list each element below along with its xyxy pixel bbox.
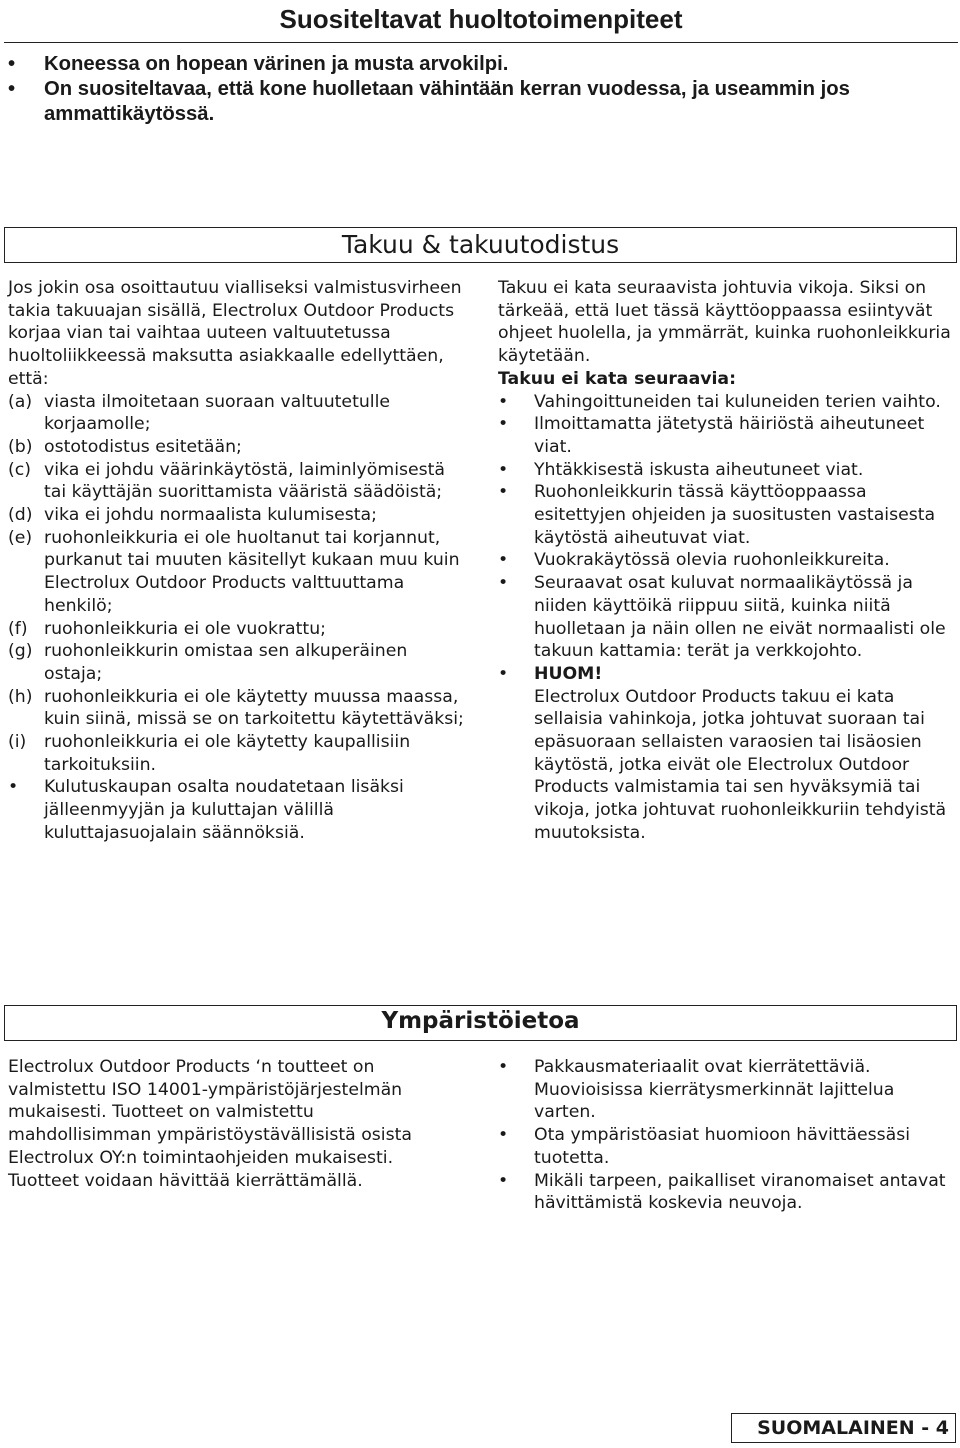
bullet-icon: • — [498, 414, 509, 435]
list-item: • Ilmoittamatta jätetystä häiriöstä aiheutuneet viat. — [498, 414, 925, 457]
warranty-intro: Jos jokin osa osoittautuu vialliseksi valmistusvirheen takia takuuajan sisällä, Electrolux Outdoor Products korjaa vian tai vaihtaa uuteen valtuutetussa huoltoliikkeessä maksutta asiakkaalle edellyttäen, että: — [8, 278, 462, 389]
list-item: (h) ruohonleikkuria ei ole käytetty muussa maassa, kuin siinä, missä se on tarkoitettu käytettäväksi; — [8, 686, 464, 730]
list-item: • Yhtäkkisestä iskusta aiheutuneet viat. — [498, 459, 864, 480]
list-item: • Seuraavat osat kuluvat normaalikäytössä ja niiden käyttöikä riippuu siitä, kuinka niitä huolletaan ja näin ollen ne eivät normaalisti ole takuun kattamia: terät ja verkkojohto. — [498, 573, 946, 662]
list-item: • Koneessa on hopean värinen ja musta arvokilpi. — [8, 53, 509, 75]
warranty-header — [4, 227, 957, 263]
list-item: (d) vika ei johdu normaalista kulumisesta; — [8, 505, 377, 526]
list-item: (i) ruohonleikkuria ei ole käytetty kaupallisiin tarkoituksiin. — [8, 732, 411, 775]
list-item: • On suositeltavaa, että kone huolletaan vähintään kerran vuodessa, ja useammin jos ammattikäytössä. — [8, 78, 850, 125]
environment-title: Ympäristöietoa — [381, 1008, 580, 1034]
bullet-icon: • — [498, 663, 509, 684]
list-item: • Ota ympäristöasiat huomioon hävittäessäsi tuotetta. — [498, 1125, 911, 1168]
consumer-note: • Kulutuskaupan osalta noudatetaan lisäksi jälleenmyyjän ja kuluttajan välillä kuluttajasuojalain säännöksiä. — [8, 777, 404, 843]
note-item — [498, 663, 956, 845]
maintenance-bullet-text: Koneessa on hopean värinen ja musta arvokilpi. — [44, 53, 509, 75]
list-item: (f) ruohonleikkuria ei ole vuokrattu; — [8, 618, 326, 639]
warranty-title: Takuu & takuutodistus — [341, 230, 620, 259]
warranty-left-column — [8, 277, 468, 845]
list-item: (b) ostotodistus esitetään; — [8, 436, 242, 457]
list-item: • Vuokrakäytössä olevia ruohonleikkureita. — [498, 550, 890, 571]
list-item: (a) viasta ilmoitetaan suoraan valtuutetulle korjaamolle; — [8, 391, 391, 435]
list-item: • Ruohonleikkurin tässä käyttöoppaassa esitettyjen ohjeiden ja suositusten vastaisesta käytöstä aiheutuvat viat. — [498, 482, 936, 548]
environment-left-column — [8, 1056, 453, 1192]
warranty-right-intro: Takuu ei kata seuraavista johtuvia vikoja. Siksi on tärkeää, että luet tässä käyttöoppaassa esiintyvät ohjeet huolella, ja ymmärrät, kuinka ruohonleikkuria käytetään. — [498, 278, 951, 367]
list-item: • Pakkausmateriaalit ovat kierrätettäviä. Muovioisissa kierrätysmerkinnät lajittelua varten. — [498, 1057, 895, 1123]
list-item: • Vahingoittuneiden tai kuluneiden terien vaihto. — [498, 391, 941, 412]
bullet-icon: • — [498, 482, 509, 503]
maintenance-title: Suositeltavat huoltotoimenpiteet — [279, 4, 683, 34]
page-number-label: SUOMALAINEN - 4 — [731, 1413, 956, 1443]
exclusions-heading: Takuu ei kata seuraavia: — [498, 368, 737, 389]
list-item: (g) ruohonleikkurin omistaa sen alkuperäinen ostaja; — [8, 641, 408, 684]
bullet-icon: • — [498, 550, 509, 571]
maintenance-list — [8, 52, 953, 127]
warranty-conditions — [8, 391, 468, 845]
environment-header — [4, 1005, 957, 1041]
bullet-icon: • — [8, 777, 19, 798]
note-label: HUOM! — [534, 663, 603, 684]
bullet-icon: • — [498, 1125, 509, 1146]
note-text: Electrolux Outdoor Products takuu ei kata sellaisia vahinkoja, jotka johtuvat suoraan tai epäsuoraan sellaisten varaosien tai lisäosien käytöstä, jotka eivät ole Electrolux Outdoor Products valmistamia tai sen hyväksymiä tai vikoja, jotka johtuvat ruohonleikkuriin tehdyistä muutoksista. — [534, 686, 947, 843]
list-item: (e) ruohonleikkuria ei ole huoltanut tai korjannut, purkanut tai muuten käsitellyt kukaan muu kuin Electrolux Outdoor Products valttuuttama henkilö; — [8, 527, 460, 616]
bullet-icon: • — [498, 459, 509, 480]
maintenance-bullet-text: On suositeltavaa, että kone huolletaan vähintään kerran vuodessa, ja useammin jos ammattikäytössä. — [44, 78, 850, 125]
bullet-icon: • — [498, 573, 509, 594]
bullet-icon: • — [498, 1170, 509, 1191]
environment-right-column — [498, 1056, 956, 1215]
warranty-right-column — [498, 277, 956, 845]
environment-intro: Electrolux Outdoor Products ‘n toutteet on valmistettu ISO 14001-ympäristöjärjestelmän mukaisesti. Tuotteet on valmistettu mahdollisimman ympäristöystävällisistä osista Electrolux OY:n toimintaohjeiden mukaisesti. Tuotteet voidaan hävittää kierrättämällä. — [8, 1057, 412, 1191]
bullet-icon: • — [498, 391, 509, 412]
bullet-icon: • — [498, 1057, 509, 1077]
list-item: • Mikäli tarpeen, paikalliset viranomaiset antavat hävittämistä koskevia neuvoja. — [498, 1170, 946, 1214]
maintenance-header — [4, 0, 958, 43]
list-item: (c) vika ei johdu väärinkäytöstä, laiminlyömisestä tai käyttäjän suorittamista vääristä säädöistä; — [8, 459, 445, 503]
